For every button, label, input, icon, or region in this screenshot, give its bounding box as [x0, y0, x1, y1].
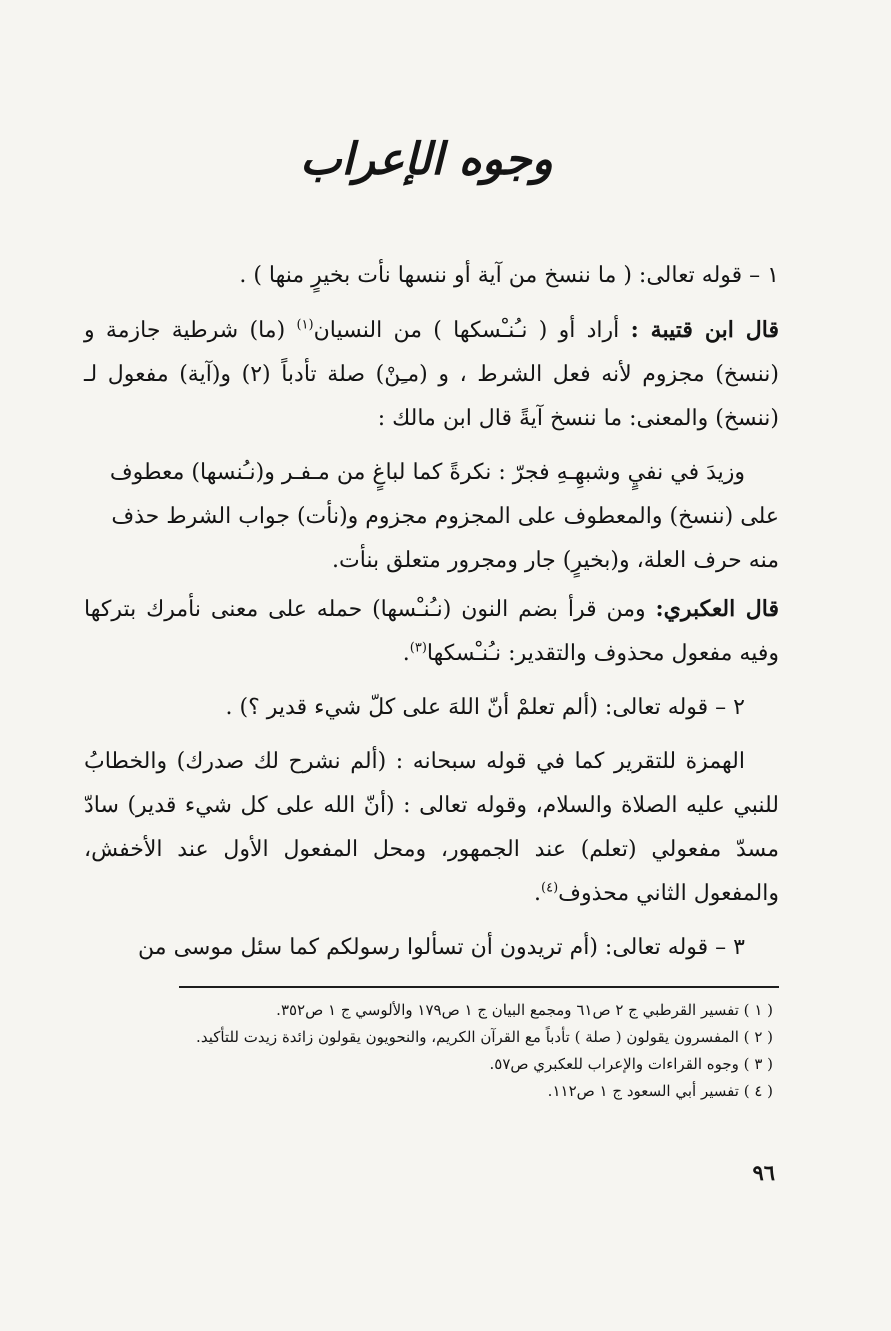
paragraph-4: [84, 587, 779, 676]
paragraph-6-text: الهمزة للتقرير كما في قوله سبحانه : (ألم نشرح لك صدرك) والخطابُ للنبي عليه الصلاة والسلام، وقوله تعالى : (أنّ الله على كل شيء قدير) سادّ مسدّ مفعولي (تعلم) عند الجمهور، ومحل المفعول الأول عند الأخفش، والمفعول الثاني محذوف: [84, 749, 779, 906]
paragraph-7: [84, 926, 779, 970]
footnote-separator: [179, 986, 779, 988]
footnote-item: ( ١ ) تفسير القرطبي ج ٢ ص٦١ ومجمع البيان ج ١ ص١٧٩ والألوسي ج ١ ص٣٥٢.: [276, 1001, 773, 1019]
footnote-ref-4: (٤): [541, 880, 559, 896]
paragraph-4-end: .: [402, 641, 410, 666]
paragraph-1-text: ١ – قوله تعالى: ( ما ننسخ من آية أو ننسها نأت بخيرٍ منها ) .: [239, 263, 779, 288]
paragraph-5-text: ٢ – قوله تعالى: (ألم تعلمْ أنّ اللهَ على كلّ شيء قدير ؟) .: [225, 695, 745, 720]
footnote-item: ( ٤ ) تفسير أبي السعود ج ١ ص١١٢.: [547, 1082, 773, 1100]
paragraph-7-text: ٣ – قوله تعالى: (أم تريدون أن تسألوا رسولكم كما سئل موسى من: [138, 935, 745, 960]
footnote-item: ( ٣ ) وجوه القراءات والإعراب للعكبري ص٥٧.: [489, 1055, 773, 1073]
paragraph-6-end: .: [534, 881, 542, 906]
paragraph-2: [84, 308, 779, 441]
page-number: ٩٦: [752, 1160, 775, 1185]
paragraph-5: [84, 686, 779, 730]
chapter-title: وجوه الإعراب: [300, 134, 553, 185]
paragraph-2-text: أراد أو ( نـُنـْسكها ) من النسيان: [313, 318, 631, 343]
paragraph-4-text: ومن قرأ بضم النون (نـُنـْسها) حمله على معنى نأمرك بتركها وفيه مفعول محذوف والتقدير: نـُنـْسكها: [84, 597, 779, 666]
paragraph-1: [84, 254, 779, 298]
footnote-ref-3: (٣): [409, 640, 427, 656]
footnotes-list: [84, 998, 779, 1104]
footnote-ref-1: (١): [296, 317, 314, 333]
paragraph-3: [84, 451, 779, 583]
paragraph-3-text: وزيدَ في نفيٍ وشبهِـهِ فجرّ : نكرةً كما لباغٍ من مـفـر و(نـُنسها) معطوف على (ننسخ) والمعطوف على المجزوم مجزوم و(نأت) جواب الشرط حذف منه حرف العلة، و(بخيرٍ) جار ومجرور متعلق بنأت.: [109, 460, 779, 573]
paragraph-6: [84, 740, 779, 916]
footnote-item: ( ٢ ) المفسرون يقولون ( صلة ) تأدباً مع القرآن الكريم، والنحويون يقولون زائدة زيدت للتأكيد.: [196, 1028, 773, 1046]
paragraph-2-label: قال ابن قتيبة :: [630, 317, 779, 343]
paragraph-2-continuation: (ما) شرطية جازمة و (ننسخ) مجزوم لأنه فعل الشرط ، و (مـِنْ) صلة تأدباً (٢) و(آية) مفعول لـ (ننسخ) والمعنى: ما ننسخ آيةً قال ابن مالك :: [84, 318, 779, 431]
paragraph-4-label: قال العكبري:: [655, 596, 780, 622]
